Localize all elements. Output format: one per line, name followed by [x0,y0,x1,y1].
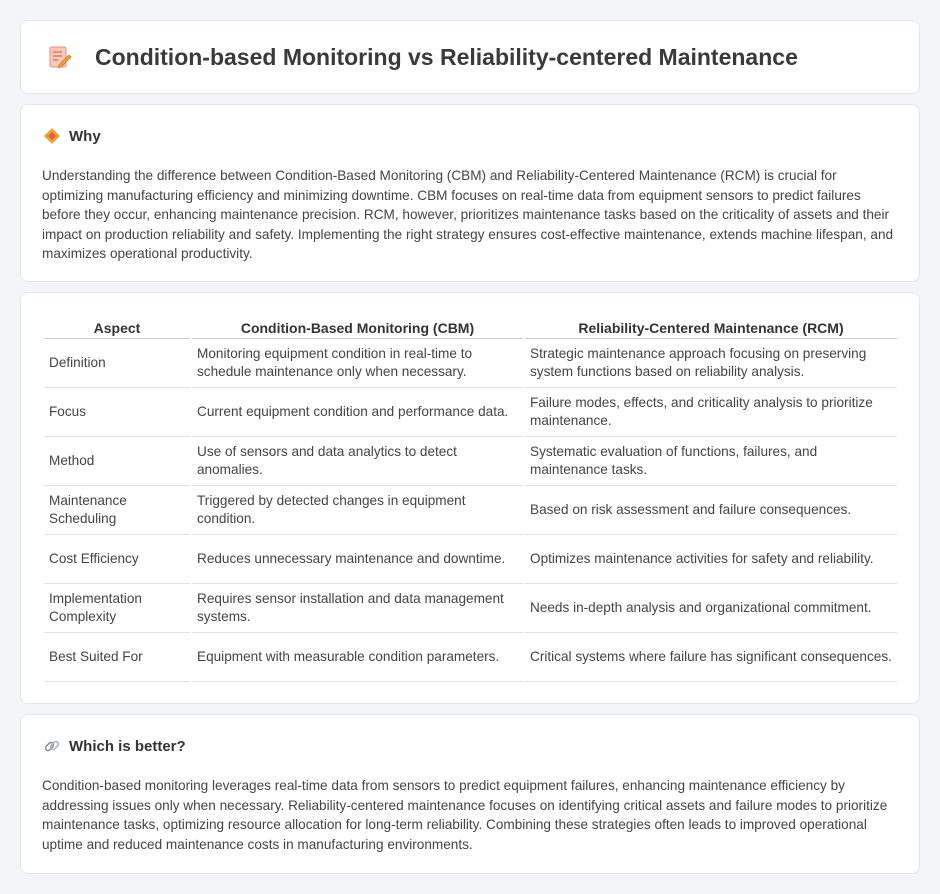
rcm-cell: Strategic maintenance approach focusing on preserving system functions based on reliability analysis. [525,339,897,388]
title-card [20,20,920,94]
rcm-cell: Based on risk assessment and failure consequences. [525,486,897,535]
why-body: Understanding the difference between Condition-Based Monitoring (CBM) and Reliability-Centered Maintenance (RCM) is crucial for optimizing manufacturing efficiency and minimizing downtime. CBM focuses on real-time data from equipment sensors to predict failures before they occur, enhancing maintenance precision. RCM, however, prioritizes maintenance tasks based on the criticality of assets and their impact on production reliability and safety. Implementing the right strategy ensures cost-effective maintenance, extends machine lifespan, and maximizes operational productivity. [42,168,894,262]
cbm-cell: Equipment with measurable condition parameters. [192,633,523,682]
why-title: Why [69,127,101,145]
table-row [44,584,897,633]
comparison-table [42,314,899,682]
table-row [44,339,897,388]
page-title: Condition-based Monitoring vs Reliability-centered Maintenance [95,43,798,70]
table-row [44,535,897,584]
cbm-cell: Reduces unnecessary maintenance and downtime. [192,535,523,584]
cbm-cell: Triggered by detected changes in equipment condition. [192,486,523,535]
document-pencil-icon [47,44,73,70]
better-title: Which is better? [69,737,186,755]
header-rcm: Reliability-Centered Maintenance (RCM) [525,314,897,339]
better-body: Condition-based monitoring leverages real-time data from sensors to predict equipment failures, enhancing maintenance efficiency by addressing issues only when necessary. Reliability-centered maintenance focuses on identifying critical assets and failure modes to prioritize maintenance tasks, optimizing resource allocation for long-term reliability. Combining these strategies often leads to improved operational uptime and reduced maintenance costs in manufacturing environments. [42,778,888,852]
cbm-cell: Monitoring equipment condition in real-time to schedule maintenance only when necessary. [192,339,523,388]
cbm-cell: Use of sensors and data analytics to detect anomalies. [192,437,523,486]
link-icon [43,737,61,755]
aspect-cell: Best Suited For [44,633,190,682]
rcm-cell: Systematic evaluation of functions, failures, and maintenance tasks. [525,437,897,486]
header-cbm: Condition-Based Monitoring (CBM) [192,314,523,339]
table-row [44,388,897,437]
rcm-cell: Failure modes, effects, and criticality analysis to prioritize maintenance. [525,388,897,437]
rcm-cell: Optimizes maintenance activities for safety and reliability. [525,535,897,584]
aspect-cell: Maintenance Scheduling [44,486,190,535]
comparison-section [20,292,920,704]
rcm-cell: Needs in-depth analysis and organizational commitment. [525,584,897,633]
table-row [44,437,897,486]
why-section [20,104,920,282]
table-row [44,486,897,535]
diamond-icon [43,127,61,145]
aspect-cell: Implementation Complexity [44,584,190,633]
header-aspect: Aspect [44,314,190,339]
aspect-cell: Cost Efficiency [44,535,190,584]
table-header-row [44,314,897,339]
aspect-cell: Method [44,437,190,486]
aspect-cell: Definition [44,339,190,388]
cbm-cell: Current equipment condition and performance data. [192,388,523,437]
rcm-cell: Critical systems where failure has significant consequences. [525,633,897,682]
cbm-cell: Requires sensor installation and data management systems. [192,584,523,633]
which-is-better-section [20,714,920,874]
aspect-cell: Focus [44,388,190,437]
table-row [44,633,897,682]
